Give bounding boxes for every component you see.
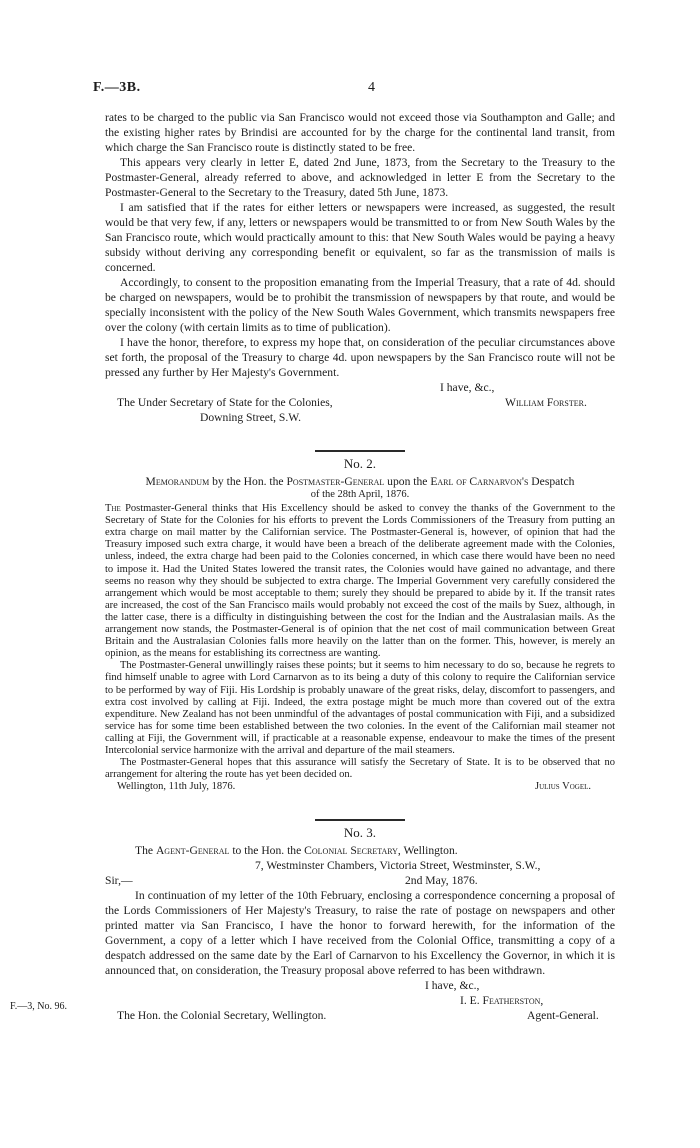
title-cs: Colonial Secretary bbox=[304, 844, 398, 857]
letter-forster bbox=[105, 110, 615, 425]
addressee: The Hon. the Colonial Secretary, Wellington. bbox=[117, 1009, 327, 1022]
memo-upon: upon the bbox=[384, 475, 431, 488]
paragraph bbox=[105, 503, 615, 660]
memo-despatch: Despatch bbox=[528, 475, 575, 488]
title-part: The bbox=[135, 844, 156, 857]
addressee: The Under Secretary of State for the Colonies, bbox=[117, 396, 333, 409]
closing: I have, &c., bbox=[425, 979, 480, 992]
memo-title bbox=[105, 474, 615, 489]
paper-reference: F.—3B. bbox=[93, 80, 141, 95]
addressee-street: Downing Street, S.W. bbox=[200, 411, 302, 424]
memo-label: Memorandum bbox=[145, 475, 210, 488]
section-heading: No. 2. bbox=[343, 456, 377, 471]
memo-signoff bbox=[105, 781, 615, 794]
memorandum-section bbox=[105, 450, 615, 794]
page-number: 4 bbox=[368, 80, 375, 95]
margin-reference: F.—3, No. 96. bbox=[10, 1001, 67, 1012]
memo-earl: Earl of Carnarvon's bbox=[430, 475, 529, 488]
addressee-line bbox=[105, 1008, 615, 1023]
paragraph: I have the honor, therefore, to express my hope that, on consideration of the peculiar circumstances above set forth, the proposal of the Treasury to charge 4d. upon newspapers by the San Francisco route will not be pressed any further by Her Majesty's Government. bbox=[105, 336, 615, 379]
title-place: , Wellington. bbox=[397, 844, 458, 857]
signature: William Forster. bbox=[505, 396, 587, 409]
sender-address: 7, Westminster Chambers, Victoria Street, Westminster, S.W., bbox=[255, 859, 541, 872]
section-heading: No. 3. bbox=[343, 825, 377, 840]
title-part: to the Hon. the bbox=[229, 844, 305, 857]
signature: Julius Vogel. bbox=[535, 781, 592, 793]
memo-pmg: Postmaster-General bbox=[286, 475, 385, 488]
memo-by: by the Hon. the bbox=[209, 475, 287, 488]
section-divider bbox=[315, 450, 405, 452]
memo-date: of the 28th April, 1876. bbox=[310, 489, 410, 500]
closing: I have, &c., bbox=[440, 381, 495, 394]
letter-title bbox=[105, 843, 615, 858]
paragraph: rates to be charged to the public via San Francisco would not exceed those via Southampton and Galle; and the existing higher rates by Brindisi are accounted for by the charge for the continental land transit, from which charge the San Francisco route is distinctly stated to be free. bbox=[105, 111, 615, 154]
paragraph: This appears very clearly in letter E, dated 2nd June, 1873, from the Secretary to the Treasury to the Postmaster-General, already referred to above, and acknowledged in letter E from the Secretary to the Postmaster-General to the Secretary to the Treasury, dated 5th June, 1873. bbox=[105, 156, 615, 199]
section-divider bbox=[315, 819, 405, 821]
title-agent: Agent-General bbox=[155, 844, 230, 857]
paragraph: I am satisfied that if the rates for either letters or newspapers were increased, as suggested, the result would be that very few, if any, letters or newspapers would be transmitted to or from New South Wales by the San Francisco route, which would practically amount to this: that New South Wales would be paying a heavy subsidy without deriving any corresponding benefit or equivalent, so far as the transmission of mails is concerned. bbox=[105, 201, 615, 274]
addressee-line bbox=[105, 395, 615, 410]
letter-date: 2nd May, 1876. bbox=[405, 874, 478, 887]
paragraph-text: Postmaster-General thinks that His Excellency should be asked to convey the thanks of the Government to the Secretary of State for the Colonies for his efforts to prevent the Lords Commissioners of the Treasury from putting an extra charge on mail matter by the Californian service. The Postmaster-General is, however, of opinion that had the Treasury imposed such extra charge, it would have been a breach of the deliberate agreement made with the Colonies, unless, indeed, the extra charge had been paid to the Colonies concerned, in which case there would have been no need to impose it. Had the United States lowered the transit rates, the Colonies would have gained no advantage, and there seems no reason why they should be subjected to extra charge. The Imperial Government very carefully considered the arrangement which would be most acceptable to them; surely they should be prepared to abide by it. If the transit rates are increased, the cost of the San Francisco mails would probably not exceed the cost of the mails by Suez, although, in the latter case, there is a difficulty in distinguishing between the cost for the Indian and the Australasian mails. As the arrangement now stands, the Postmaster-General is of opinion that the net cost of mail communication between Great Britain and the Australasian Colonies falls more heavily on the latter than on the former. This, however, is merely an opinion, as the means for establishing its correctness are wanting. bbox=[105, 503, 615, 660]
lead-word: The bbox=[105, 503, 121, 515]
signature: I. E. Featherston, bbox=[460, 994, 544, 1007]
place-date: Wellington, 11th July, 1876. bbox=[117, 781, 236, 793]
paragraph: Accordingly, to consent to the proposition emanating from the Imperial Treasury, that a rate of 4d. should be charged on newspapers, would be to prohibit the transmission of newspapers by that route, and would be specially inconsistent with the policy of the New South Wales Government, which transmits newspapers free over the colony (with certain limits as to time of publication). bbox=[105, 276, 615, 334]
agent-general-letter bbox=[105, 819, 615, 1023]
signatory-title: Agent-General. bbox=[527, 1009, 599, 1022]
salutation: Sir,— bbox=[105, 874, 133, 887]
salutation-line bbox=[105, 873, 615, 888]
paragraph: The Postmaster-General hopes that this assurance will satisfy the Secretary of State. It is to be observed that no arrangement for altering the route has yet been decided on. bbox=[105, 757, 615, 781]
paragraph: The Postmaster-General unwillingly raises these points; but it seems to him necessary to do so, because he regrets to find himself unable to agree with Lord Carnarvon as to its being a duty of this colony to require the Californian service to be performed by way of Fiji. His Lordship is probably unaware of the great risks, delay, discomfort to passengers, and extra cost involved by calling at Fiji. Indeed, the extra postage might be much more than covered out of the extra expenditure. New Zealand has not been unmindful of the advantages of postal communication with Fiji, and a subsidized service has for some time been established between the two colonies. In the event of the Californian mail steamer not calling at Fiji, the Government will, if practicable at a reasonable expense, endeavour to make the times of the present Intercolonial service harmonize with the arrival and departure of the mail steamers. bbox=[105, 660, 615, 756]
paragraph: In continuation of my letter of the 10th February, enclosing a correspondence concerning a proposal of the Lords Commissioners of Her Majesty's Treasury, to raise the rate of postage on newspapers and other printed matter via San Francisco, I have the honor to forward herewith, for the information of the Government, a copy of a letter which I have received from the Colonial Office, transmitting a copy of a despatch addressed on the same date by the Earl of Carnarvon to his Excellency the Governor, in which it is announced that, on consideration, the Treasury proposal above referred to has been withdrawn. bbox=[105, 889, 615, 977]
